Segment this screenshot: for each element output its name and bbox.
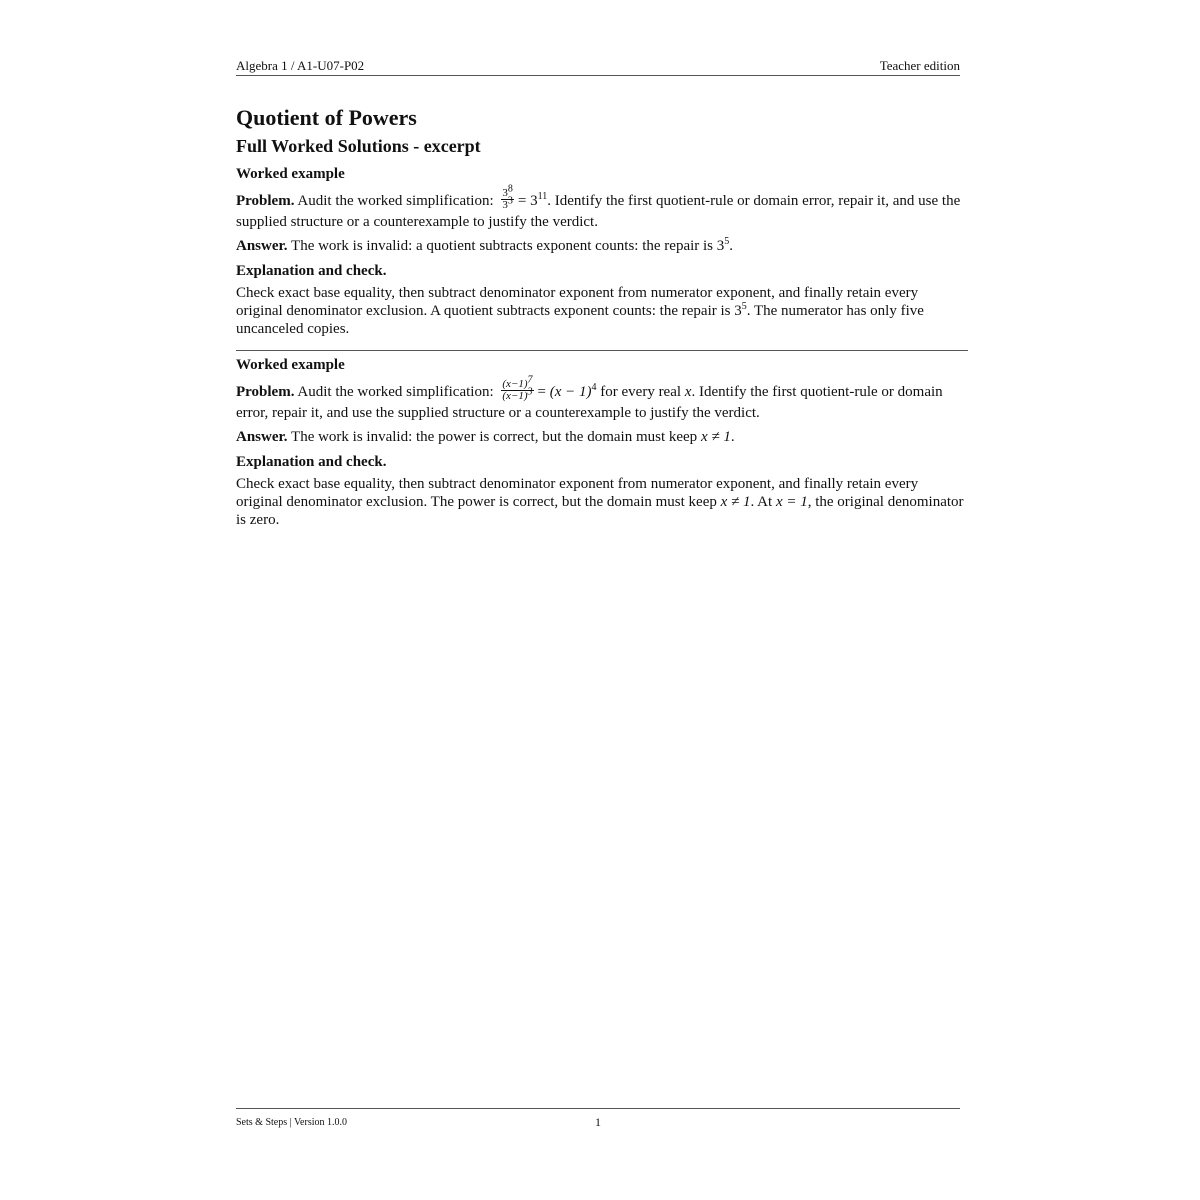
- footer-version: Sets & Steps | Version 1.0.0: [236, 1117, 347, 1128]
- problem-label: Problem.: [236, 383, 295, 400]
- fraction-denominator: $3^3$: [502, 195, 513, 211]
- answer-math: $3^5$: [716, 236, 730, 254]
- explanation-paragraph: [236, 284, 968, 338]
- problem-intro: Audit the worked simplification:: [297, 383, 494, 400]
- problem-rest: . Identify the first quotient-rule or domain error, repair it, and use the supplied structure or a counterexample to justify the verdict.: [236, 192, 961, 230]
- page-header: [236, 58, 960, 76]
- equation-rhs: = $(x - 1)^4$: [537, 381, 597, 400]
- explanation-math: $3^5$: [734, 301, 747, 319]
- fraction-numerator: $(x-1)^7$: [502, 374, 533, 390]
- answer-label: Answer.: [236, 238, 288, 254]
- fraction: [501, 374, 533, 402]
- page-title: Quotient of Powers: [236, 105, 417, 130]
- explanation-mid: . At: [750, 494, 773, 510]
- example-heading: Worked example: [236, 357, 345, 373]
- worked-example-2: [236, 355, 968, 529]
- explanation-tail: . The numerator has only five uncanceled copies.: [236, 303, 924, 337]
- explanation-heading: Explanation and check.: [236, 263, 387, 279]
- problem-mid: for every real: [600, 383, 682, 400]
- explanation-text: Check exact base equality, then subtract denominator exponent from numerator exponent, and finally retain every original denominator exclusion. The power is correct, but the domain must keep: [236, 476, 919, 510]
- answer-text: The work is invalid: a quotient subtracts exponent counts: the repair is: [291, 238, 714, 254]
- worked-example-1: [236, 164, 968, 338]
- explanation-heading: Explanation and check.: [236, 454, 387, 470]
- answer-paragraph: Answer. The work is invalid: a quotient subtracts exponent counts: the repair is $3^5$.: [236, 236, 734, 254]
- problem-paragraph: [236, 183, 968, 231]
- example-heading: Worked example: [236, 166, 345, 182]
- problem-intro: Audit the worked simplification:: [297, 192, 494, 209]
- answer-math: x ≠ 1: [700, 429, 731, 445]
- problem-label: Problem.: [236, 192, 295, 209]
- answer-label: Answer.: [236, 429, 288, 445]
- explanation-math-1: x ≠ 1: [720, 494, 751, 510]
- document-body: [236, 104, 968, 529]
- section-divider: [236, 350, 968, 351]
- answer-paragraph: Answer. The work is invalid: the power is correct, but the domain must keep x ≠ 1.: [236, 429, 735, 445]
- page-subtitle: Full Worked Solutions - excerpt: [236, 136, 481, 156]
- problem-variable: x: [684, 383, 692, 400]
- explanation-tail: , the original denominator is zero.: [236, 494, 964, 528]
- fraction: [501, 183, 514, 211]
- equation-rhs: = $3^{11}$: [517, 190, 548, 209]
- problem-paragraph: [236, 374, 968, 422]
- explanation-text: Check exact base equality, then subtract denominator exponent from numerator exponent, and finally retain every original denominator exclusion. A quotient subtracts exponent counts: the repair is: [236, 285, 919, 319]
- answer-text: The work is invalid: the power is correct, but the domain must keep: [291, 429, 698, 445]
- fraction-denominator: $(x-1)^3$: [502, 386, 533, 402]
- fraction-numerator: $3^8$: [502, 183, 513, 199]
- page-number: 1: [595, 1115, 601, 1129]
- header-edition: Teacher edition: [879, 58, 960, 73]
- header-course-code: Algebra 1 / A1-U07-P02: [236, 58, 365, 73]
- problem-rest: . Identify the first quotient-rule or domain error, repair it, and use the supplied structure or a counterexample to justify the verdict.: [236, 383, 943, 421]
- page-footer: [236, 1108, 960, 1129]
- explanation-math-2: x = 1: [775, 494, 808, 510]
- explanation-paragraph: [236, 475, 968, 529]
